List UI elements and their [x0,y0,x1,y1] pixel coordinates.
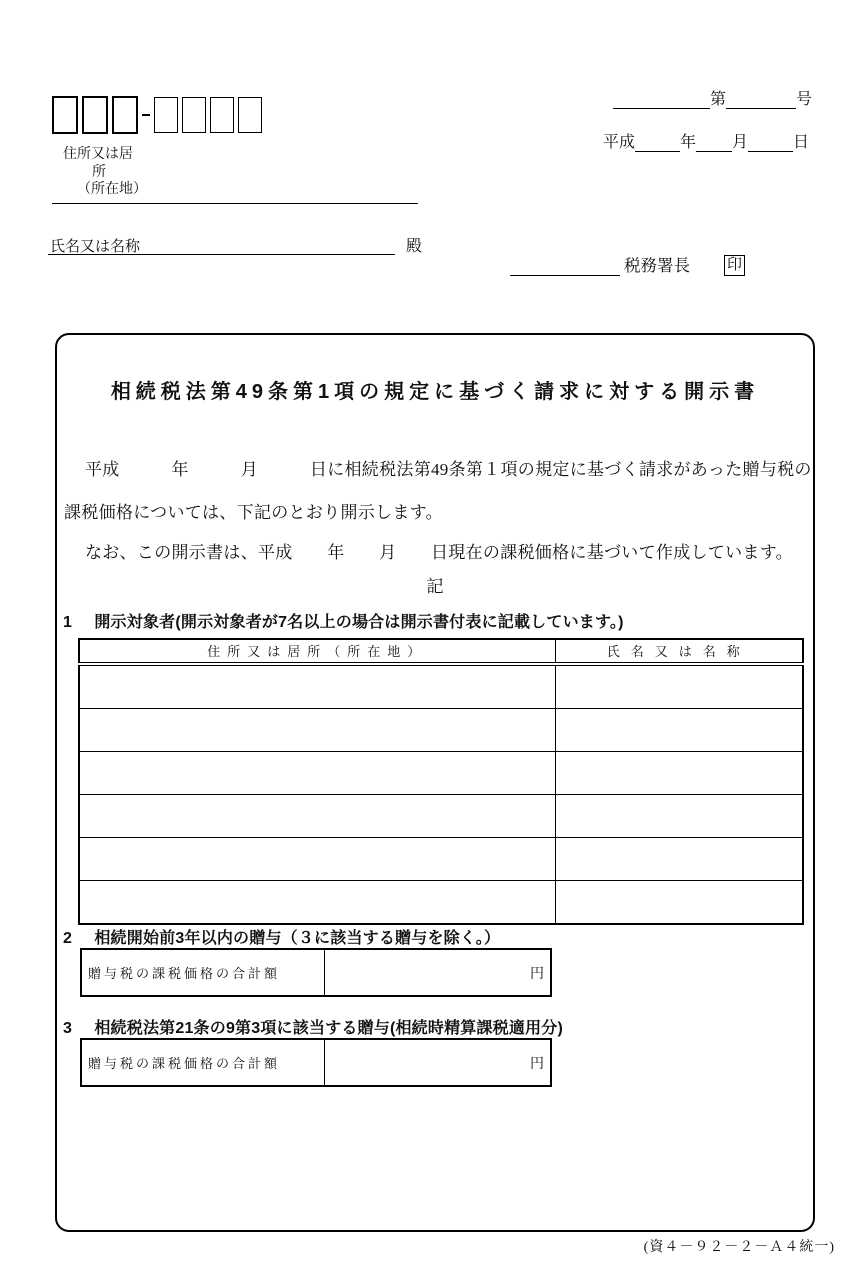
address-cell[interactable] [79,709,555,752]
name-fill-line[interactable] [48,254,395,255]
document-title: 相続税法第49条第1項の規定に基づく請求に対する開示書 [110,381,760,403]
issue-date-line [603,129,809,152]
postal-digit-box-3[interactable] [112,96,138,134]
tax-office-name-blank[interactable] [510,257,620,276]
gift-tax-total-label: 贈与税の課税価格の合計額 [81,1039,324,1086]
gift-tax-total-amount-cell[interactable]: 円 [324,1039,551,1086]
name-label: 氏名又は名称 [50,239,141,255]
date-year-label: 年 [680,134,697,151]
gift-tax-total-table-section2 [80,948,552,997]
disclosure-document-box [55,333,815,1232]
section3-heading-text: 相続税法第21条の9第3項に該当する贈与(相続時精算課税適用分) [94,1020,564,1037]
address-cell[interactable] [79,664,555,709]
section1-heading-text: 開示対象者(開示対象者が7名以上の場合は開示書付表に記載しています。) [94,614,624,631]
list-marker-ki: 記 [426,577,444,596]
honorific-dono: 殿 [406,238,423,255]
postal-digit-box-5[interactable] [182,97,206,133]
section1-heading [63,609,624,632]
address-column-header: 住所又は居所（所在地） [79,639,555,664]
date-era-label: 平成 [603,134,636,151]
postal-digit-box-2[interactable] [82,96,108,134]
date-day-label: 日 [793,134,810,151]
body-paragraph-line3: なお、この開示書は、平成 年 月 日現在の課税価格に基づいて作成しています。 [85,543,793,562]
name-cell[interactable] [555,752,803,795]
address-cell[interactable] [79,752,555,795]
section3-number: 3 [63,1020,72,1037]
name-cell[interactable] [555,795,803,838]
address-label-line2: 所 [92,164,106,180]
address-label-line3: （所在地） [77,182,147,197]
date-year-blank[interactable] [635,133,680,152]
section2-number: 2 [63,930,72,947]
table-row [79,795,803,838]
section3-heading [63,1015,563,1038]
table-row [81,1039,551,1086]
doc-number-line [613,86,812,109]
address-cell[interactable] [79,881,555,925]
gift-tax-total-label: 贈与税の課税価格の合計額 [81,949,324,996]
table-row [79,664,803,709]
address-cell[interactable] [79,838,555,881]
address-label [63,146,153,199]
doc-number-blank-1[interactable] [613,90,710,109]
tax-office-line [510,252,745,276]
postal-digit-box-6[interactable] [210,97,234,133]
table-row [79,838,803,881]
date-month-label: 月 [732,134,749,151]
name-column-header: 氏名又は名称 [555,639,803,664]
table-row [79,709,803,752]
postal-digit-box-1[interactable] [52,96,78,134]
gift-tax-total-amount-cell[interactable]: 円 [324,949,551,996]
doc-number-prefix: 第 [710,91,727,108]
doc-number-suffix: 号 [796,91,813,108]
date-day-blank[interactable] [748,133,793,152]
table-row [79,881,803,925]
date-month-blank[interactable] [696,133,732,152]
form-code: (資４－９２－２－Ａ４統一) [643,1240,835,1255]
address-fill-line[interactable] [52,203,418,204]
name-cell[interactable] [555,709,803,752]
table-header-row [79,639,803,664]
body-paragraph-line1: 平成 年 月 日に相続税法第49条第１項の規定に基づく請求があった贈与税の [85,460,812,479]
name-cell[interactable] [555,881,803,925]
body-paragraph-line2: 課税価格については、下記のとおり開示します。 [64,503,443,522]
gift-tax-total-table-section3 [80,1038,552,1087]
address-label-line1: 住所又は居 [63,147,133,162]
postal-dash [142,114,150,116]
doc-number-blank-2[interactable] [726,90,796,109]
section2-heading-text: 相続開始前3年以内の贈与（３に該当する贈与を除く。） [94,930,501,947]
disclosure-targets-table [78,638,804,925]
table-row [79,752,803,795]
section1-number: 1 [63,614,72,631]
tax-office-label: 税務署長 [624,256,690,275]
seal-box: 印 [724,255,745,276]
postal-digit-box-4[interactable] [154,97,178,133]
section2-heading [63,925,500,948]
name-cell[interactable] [555,664,803,709]
postal-digit-box-7[interactable] [238,97,262,133]
postal-code-boxes [52,96,266,134]
table-row [81,949,551,996]
name-cell[interactable] [555,838,803,881]
address-cell[interactable] [79,795,555,838]
